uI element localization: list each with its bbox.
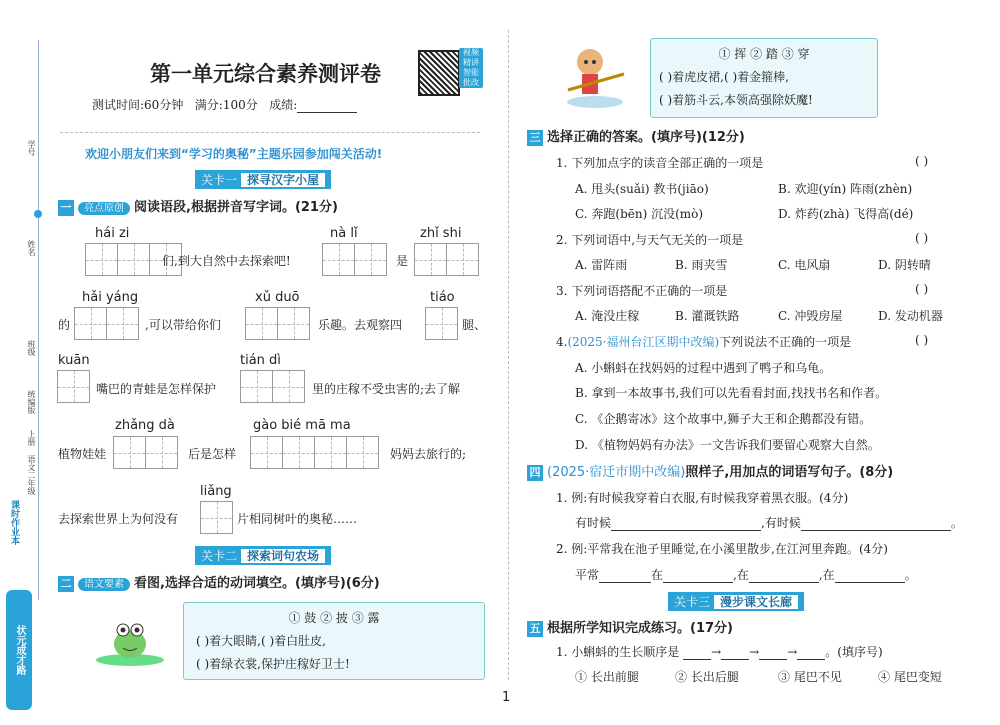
q5-1-blank-2[interactable] (721, 647, 749, 660)
binding-hole (34, 210, 42, 218)
section-3-title: 三 选择正确的答案。(填序号)(12分) (527, 126, 745, 146)
q4-2-blank-3[interactable] (749, 570, 819, 583)
brand-logo: 状元成才路 (6, 590, 32, 710)
verb-choice-box (183, 602, 485, 680)
q4-1-blank-1[interactable] (611, 518, 761, 531)
exam-result: 成绩: (269, 98, 298, 112)
section-5-title: 五 根据所学知识完成练习。(17分) (527, 617, 733, 637)
char-boxes-zhishi[interactable] (414, 243, 479, 276)
q3-1-option-c[interactable]: C. 奔跑(bēn) 沉没(mò) (575, 207, 704, 221)
char-boxes-haiyang[interactable] (74, 307, 139, 340)
monkey-verb-row-1[interactable]: ( )着虎皮裙,( )着金箍棒, (659, 70, 789, 84)
header-divider (60, 132, 480, 133)
q5-1-blank-4[interactable] (797, 647, 825, 660)
q4-1-blank-2[interactable] (801, 518, 951, 531)
q3-2-option-b[interactable]: B. 雨夹雪 (675, 258, 728, 272)
char-boxes-kuan[interactable] (57, 370, 90, 403)
qr-code[interactable] (418, 50, 460, 96)
q3-4-option-b[interactable]: B. 拿到一本故事书,我们可以先看看封面,找找书名和作者。 (575, 386, 888, 400)
pinyin-liang: liǎng (200, 484, 232, 499)
verb-row-1[interactable]: ( )着大眼睛,( )着白肚皮, (196, 634, 326, 648)
q3-1-answer[interactable]: ( ) (915, 154, 929, 168)
stage-1-header: 关卡一 探寻汉字小屋 (195, 170, 331, 189)
q5-1-option-1: ① 长出前腿 (575, 670, 639, 684)
verb-row-2[interactable]: ( )着绿衣裳,保护庄稼好卫士! (196, 657, 350, 671)
q3-2-option-d[interactable]: D. 阴转晴 (878, 258, 931, 272)
char-boxes-xuduo[interactable] (245, 307, 310, 340)
frog-illustration (90, 608, 170, 668)
q3-4-answer[interactable]: ( ) (915, 333, 929, 347)
passage-line-4c: 妈妈去旅行的; (390, 447, 467, 461)
q3-1-option-a[interactable]: A. 甩头(suǎi) 教书(jiāo) (575, 182, 709, 196)
char-boxes-zhangda[interactable] (113, 436, 178, 469)
edition-label: 统编版 (27, 390, 36, 414)
pinyin-tiandi: tián dì (240, 353, 281, 368)
q3-4-option-a[interactable]: A. 小蝌蚪在找妈妈的过程中遇到了鸭子和乌龟。 (575, 361, 832, 375)
page-divider (508, 30, 510, 680)
binding-strip (0, 0, 48, 725)
q3-3-stem: 3. 下列词语搭配不正确的一项是 (556, 284, 728, 298)
q3-4-option-c[interactable]: C. 《企鹅寄冰》这个故事中,狮子大王和企鹅都没有错。 (575, 412, 872, 426)
char-boxes-tiao[interactable] (425, 307, 458, 340)
q5-1-option-4: ④ 尾巴变短 (878, 670, 942, 684)
class-label: 班级 (27, 340, 36, 356)
page-title: 第一单元综合素养测评卷 (150, 61, 381, 86)
monkey-verb-options: ① 挥 ② 踏 ③ 穿 (718, 47, 810, 61)
passage-line-3b: 里的庄稼不受虫害的;去了解 (312, 382, 461, 396)
q3-3-option-c[interactable]: C. 冲毁房屋 (778, 309, 843, 323)
volume-label: 上册 (27, 430, 36, 446)
q5-1-blank-1[interactable] (683, 647, 711, 660)
q5-1-stem: 1. 小蝌蚪的生长顺序是 → → → 。(填序号) (556, 645, 883, 659)
passage-line-2c: 乐趣。去观察四 (318, 318, 403, 332)
q3-3-option-d[interactable]: D. 发动机器 (878, 309, 943, 323)
pinyin-kuan: kuān (58, 353, 90, 368)
q3-1-option-d[interactable]: D. 炸药(zhà) 飞得高(dé) (778, 207, 914, 221)
section-4-title: 四 (2025·宿迁市期中改编)照样子,用加点的词语写句子。(8分) (527, 461, 893, 481)
char-boxes-gaobiemama[interactable] (250, 436, 379, 469)
passage-line-2a: 的 (58, 318, 71, 332)
monkey-verb-row-2[interactable]: ( )着筋斗云,本领高强除妖魔! (659, 93, 813, 107)
exam-time: 测试时间:60分钟 (92, 98, 184, 112)
char-boxes-nali[interactable] (322, 243, 387, 276)
passage-line-2d: 腿、 (462, 318, 487, 332)
welcome-text: 欢迎小朋友们来到“学习的奥秘”主题乐园参加闯关活动! (85, 147, 383, 161)
passage-line-5b: 片相同树叶的奥秘…… (237, 512, 358, 526)
q4-2-blank-1[interactable] (599, 570, 651, 583)
stage-2-header: 关卡二 探索词句农场 (195, 546, 331, 565)
q4-2-answer-line: 平常 在 ,在 ,在 。 (575, 568, 917, 582)
passage-line-1a: 们,到大自然中去探索吧! (162, 254, 291, 268)
pinyin-haiyang: hǎi yáng (82, 290, 139, 305)
q5-1-option-3: ③ 尾巴不见 (778, 670, 842, 684)
q3-2-stem: 2. 下列词语中,与天气无关的一项是 (556, 233, 744, 247)
qr-label: 视频 精讲 智能 批改 (459, 48, 483, 88)
page-number: 1 (502, 690, 511, 705)
q4-2-blank-2[interactable] (663, 570, 733, 583)
grade-label: 语文二年级 (27, 455, 36, 495)
name-label: 姓名 (27, 240, 36, 256)
q3-4-stem: 4.(2025·福州台江区期中改编)下列说法不正确的一项是 (556, 335, 852, 349)
passage-line-2b: ,可以带给你们 (145, 318, 221, 332)
q4-1-example: 1. 例:有时候我穿着白衣服,有时候我穿着黑衣服。(4分) (556, 491, 849, 505)
char-boxes-tiandi[interactable] (240, 370, 305, 403)
q3-1-option-b[interactable]: B. 欢迎(yín) 阵雨(zhèn) (778, 182, 913, 196)
q4-1-answer-line: 有时候 ,有时候 。 (575, 516, 963, 530)
exam-score: 满分:100分 (194, 98, 258, 112)
pinyin-haizi: hái zi (95, 226, 130, 241)
pinyin-zhangda: zhǎng dà (115, 418, 175, 433)
exam-info (92, 96, 357, 113)
q3-2-option-c[interactable]: C. 电风扇 (778, 258, 831, 272)
q5-1-option-2: ② 长出后腿 (675, 670, 739, 684)
stage-3-header: 关卡三 漫步课文长廊 (668, 592, 804, 611)
subbrand-label: 课时作业本 (9, 500, 19, 545)
section-1-title: 一 亮点原创 阅读语段,根据拼音写字词。(21分) (58, 196, 338, 216)
passage-line-4b: 后是怎样 (188, 447, 237, 461)
q3-2-option-a[interactable]: A. 雷阵雨 (575, 258, 628, 272)
verb-options: ① 鼓 ② 披 ③ 露 (288, 611, 380, 625)
binding-line (38, 40, 39, 600)
q3-3-option-b[interactable]: B. 灌溉铁路 (675, 309, 740, 323)
result-blank[interactable] (297, 100, 357, 113)
pinyin-xuduo: xǔ duō (255, 290, 300, 305)
passage-line-1b: 是 (396, 254, 409, 268)
pinyin-nali: nà lǐ (330, 226, 358, 241)
pinyin-tiao: tiáo (430, 290, 455, 305)
q3-4-option-d[interactable]: D. 《植物妈妈有办法》一文告诉我们要留心观察大自然。 (575, 438, 880, 452)
student-number-label: 学号 (27, 140, 36, 156)
q4-2-blank-4[interactable] (835, 570, 905, 583)
monkey-verb-box (650, 38, 878, 118)
q3-3-option-a[interactable]: A. 淹没庄稼 (575, 309, 640, 323)
q5-1-blank-3[interactable] (759, 647, 787, 660)
pinyin-zhishi: zhǐ shi (420, 226, 462, 241)
q3-2-answer[interactable]: ( ) (915, 231, 929, 245)
section-2-title: 二 语文要素 看图,选择合适的动词填空。(填序号)(6分) (58, 572, 380, 592)
q3-3-answer[interactable]: ( ) (915, 282, 929, 296)
q4-2-example: 2. 例:平常我在池子里睡觉,在小溪里散步,在江河里奔跑。(4分) (556, 542, 888, 556)
pinyin-gaobiemama: gào bié mā ma (253, 418, 351, 433)
passage-line-5a: 去探索世界上为何没有 (58, 512, 179, 526)
q3-1-stem: 1. 下列加点字的读音全部正确的一项是 (556, 156, 764, 170)
passage-line-3a: 嘴巴的青蛙是怎样保护 (96, 382, 217, 396)
monkey-king-illustration (560, 40, 630, 110)
char-boxes-liang[interactable] (200, 501, 233, 534)
passage-line-4a: 植物娃娃 (58, 447, 107, 461)
